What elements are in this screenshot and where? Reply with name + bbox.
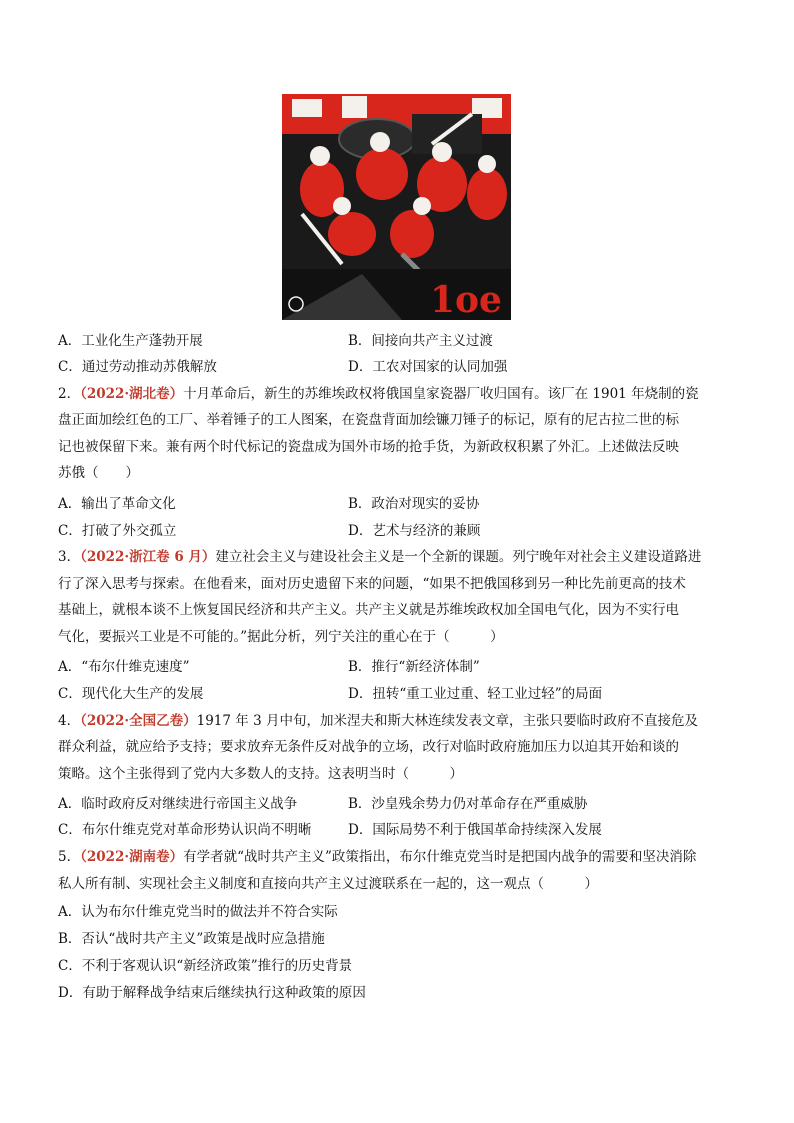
q3-option-c[interactable] [58, 684, 203, 704]
option-letter: C． [58, 958, 82, 974]
option-letter: C． [58, 523, 82, 539]
option-letter: D． [348, 686, 373, 702]
question-number: 3． [58, 549, 81, 565]
option-letter: C． [58, 822, 82, 838]
option-text: “布尔什维克速度” [81, 659, 190, 675]
question-text: 有学者就“战时共产主义”政策指出，布尔什维克党当时是把国内战争的需要和坚决消除 [183, 849, 697, 865]
q3-option-b[interactable] [348, 657, 480, 677]
q2-option-c[interactable] [58, 521, 176, 541]
option-letter: A． [58, 904, 82, 920]
question-source: （2022·浙江卷 6 月） [80, 549, 216, 565]
question-source: （2022·全国乙卷） [80, 713, 197, 729]
q1-option-d[interactable] [348, 357, 507, 377]
question-text: 十月革命后，新生的苏维埃政权将俄国皇家瓷器厂收归国有。该厂在 1901 年烧制的瓷 [183, 386, 699, 402]
option-letter: C． [58, 359, 82, 375]
q4-option-c[interactable] [58, 820, 311, 840]
option-letter: D． [58, 985, 83, 1001]
option-text: 艺术与经济的兼顾 [372, 523, 481, 539]
q4-stem-line: 群众利益，就应给予支持；要求放弃无条件反对战争的立场，改行对临时政府施加压力以迫其开始和谈的 [58, 739, 679, 755]
q1-option-b[interactable] [348, 331, 493, 351]
option-letter: D． [348, 359, 373, 375]
poster-image [282, 94, 511, 320]
q2-stem-line: 盘正面加绘红色的工厂、举着锤子的工人图案，在瓷盘背面加绘镰刀锤子的标记，原有的尼古拉二世的标 [58, 412, 679, 428]
q2-stem-line [58, 384, 699, 404]
option-text: 沙皇残余势力仍对革命存在严重威胁 [371, 796, 588, 812]
question-source: （2022·湖南卷） [80, 849, 184, 865]
q4-option-b[interactable] [348, 794, 587, 814]
q2-option-b[interactable] [348, 494, 479, 514]
option-text: 推行“新经济体制” [371, 659, 480, 675]
option-text: 否认“战时共产主义”政策是战时应急措施 [81, 931, 325, 947]
question-text: 1917 年 3 月中旬，加米涅夫和斯大林连续发表文章，主张只要临时政府不直接危及 [196, 713, 698, 729]
question-number: 4． [58, 713, 81, 729]
option-letter: C． [58, 686, 82, 702]
question-number: 2． [58, 386, 81, 402]
question-number: 5． [58, 849, 81, 865]
option-text: 现代化大生产的发展 [81, 686, 204, 702]
option-letter: A． [58, 496, 82, 512]
q1-option-c[interactable] [58, 357, 217, 377]
q3-stem-line [58, 547, 701, 567]
q3-stem-line: 基础上，就根本谈不上恢复国民经济和共产主义。共产主义就是苏维埃政权加全国电气化，因为不实行电 [58, 602, 679, 618]
option-letter: D． [348, 822, 373, 838]
option-text: 临时政府反对继续进行帝国主义战争 [81, 796, 298, 812]
q4-stem-line [58, 711, 698, 731]
q3-stem-line: 气化，要振兴工业是不可能的。”据此分析，列宁关注的重心在于（ ） [58, 629, 504, 645]
q5-stem-line: 私人所有制、实现社会主义制度和直接向共产主义过渡联系在一起的，这一观点（ ） [58, 876, 598, 892]
option-text: 国际局势不利于俄国革命持续深入发展 [372, 822, 602, 838]
option-letter: B． [348, 796, 372, 812]
option-text: 扭转“重工业过重、轻工业过轻”的局面 [372, 686, 603, 702]
option-letter: B． [348, 333, 372, 349]
poster-illustration [282, 94, 511, 320]
option-text: 布尔什维克党对革命形势认识尚不明晰 [81, 822, 312, 838]
option-text: 输出了革命文化 [81, 496, 176, 512]
option-text: 政治对现实的妥协 [371, 496, 480, 512]
q5-option-d[interactable] [58, 983, 366, 1003]
option-text: 有助于解释战争结束后继续执行这种政策的原因 [82, 985, 366, 1001]
option-text: 通过劳动推动苏俄解放 [81, 359, 217, 375]
q2-stem-line: 记也被保留下来。兼有两个时代标记的瓷盘成为国外市场的抢手货，为新政权积累了外汇。上述做法反映 [58, 439, 679, 455]
q2-stem-line: 苏俄（ ） [58, 465, 139, 481]
q5-option-c[interactable] [58, 956, 352, 976]
q1-option-a[interactable] [58, 331, 203, 351]
q5-stem-line [58, 847, 696, 867]
q4-option-d[interactable] [348, 820, 602, 840]
q5-option-a[interactable] [58, 902, 338, 922]
option-letter: B． [58, 931, 82, 947]
poster-logo-text: 1ое [430, 279, 502, 320]
q3-stem-line: 行了深入思考与探索。在他看来，面对历史遗留下来的问题，“如果不把俄国移到另一种比先前更高的技术 [58, 576, 686, 592]
question-text: 建立社会主义与建设社会主义是一个全新的课题。列宁晚年对社会主义建设道路进 [215, 549, 702, 565]
option-letter: A． [58, 659, 82, 675]
option-text: 打破了外交孤立 [81, 523, 177, 539]
option-letter: B． [348, 496, 372, 512]
option-text: 不利于客观认识“新经济政策”推行的历史背景 [81, 958, 353, 974]
option-text: 认为布尔什维克党当时的做法并不符合实际 [81, 904, 338, 920]
option-letter: A． [58, 333, 82, 349]
option-text: 间接向共产主义过渡 [371, 333, 493, 349]
q2-option-a[interactable] [58, 494, 176, 514]
question-source: （2022·湖北卷） [80, 386, 184, 402]
option-text: 工农对国家的认同加强 [372, 359, 508, 375]
q3-option-d[interactable] [348, 684, 602, 704]
option-letter: B． [348, 659, 372, 675]
q4-option-a[interactable] [58, 794, 297, 814]
q3-option-a[interactable] [58, 657, 190, 677]
option-letter: D． [348, 523, 373, 539]
option-letter: A． [58, 796, 82, 812]
q2-option-d[interactable] [348, 521, 480, 541]
option-text: 工业化生产蓬勃开展 [81, 333, 203, 349]
q5-option-b[interactable] [58, 929, 325, 949]
q4-stem-line: 策略。这个主张得到了党内大多数人的支持。这表明当时（ ） [58, 766, 463, 782]
